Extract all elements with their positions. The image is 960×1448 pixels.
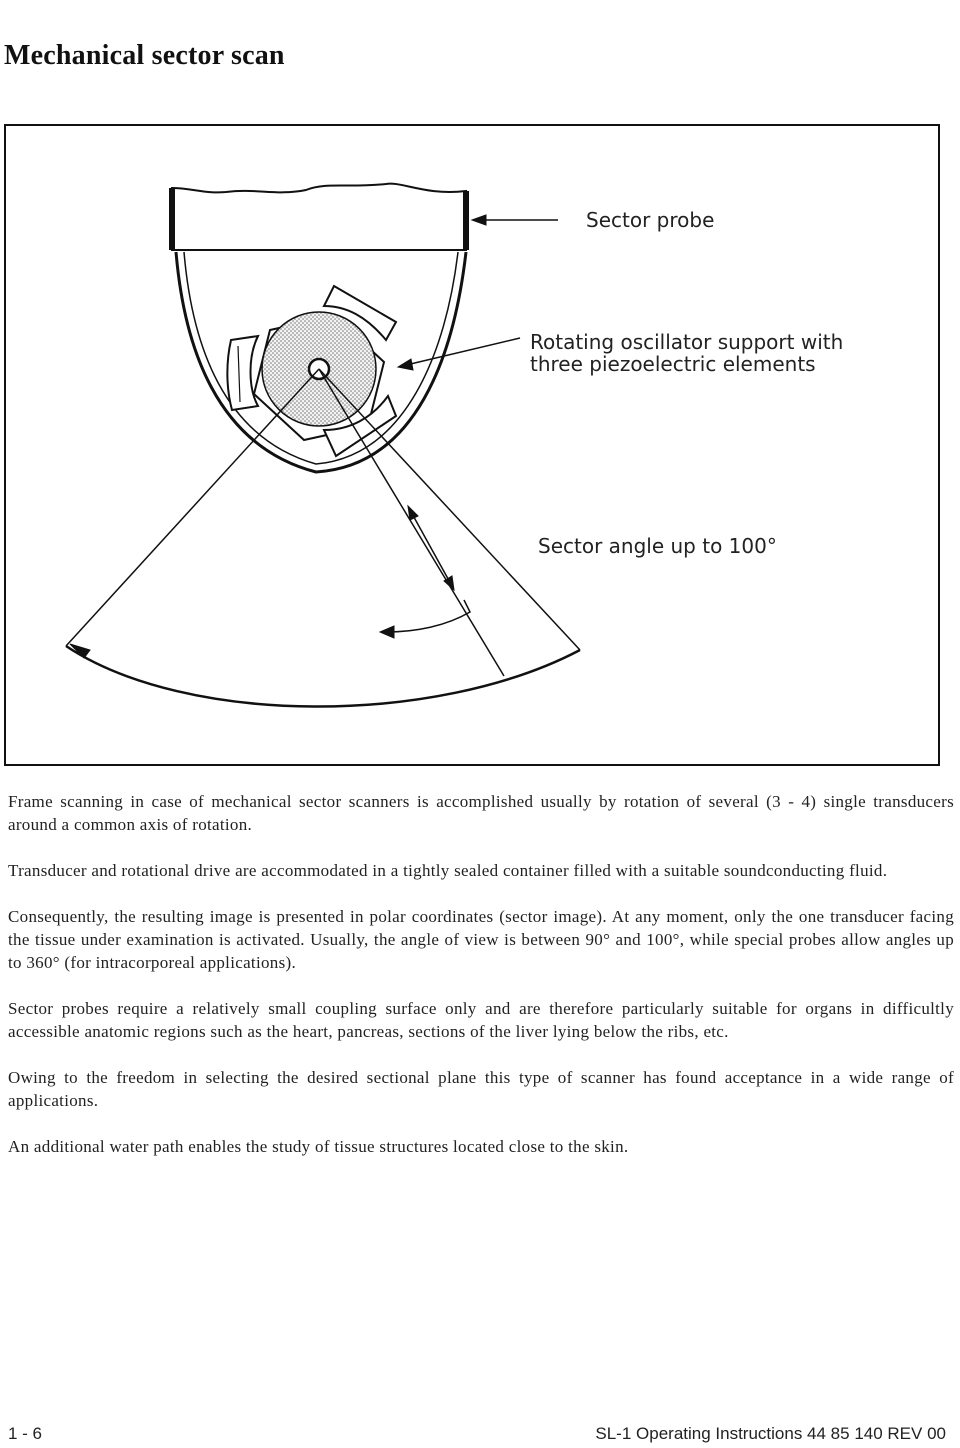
paragraph-coupling-surface: Sector probes require a relatively small coupling surface only and are therefore particularly suitable for organs in difficultly accessible anatomic regions such as the heart, pancreas, sections of the liver lying below the ribs, etc. [8, 999, 954, 1041]
body-text [8, 790, 954, 1181]
document-reference: SL-1 Operating Instructions 44 85 140 REV 00 [595, 1424, 946, 1443]
paragraph-frame-scanning: Frame scanning in case of mechanical sector scanners is accomplished usually by rotation of several (3 - 4) single transducers around a common axis of rotation. [8, 792, 954, 834]
rotating-support-label-line2: three piezoelectric elements [530, 352, 816, 376]
paragraph-transducer: Transducer and rotational drive are accommodated in a tightly sealed container filled with a suitable soundconducting fluid. [8, 861, 888, 880]
page-title: Mechanical sector scan [4, 40, 285, 71]
sector-diagram [6, 126, 942, 768]
paragraph-sectional-plane: Owing to the freedom in selecting the desired sectional plane this type of scanner has found acceptance in a wide range of applications. [8, 1068, 954, 1110]
sector-angle-label: Sector angle up to 100° [538, 534, 777, 558]
rotating-support-label-line1: Rotating oscillator support with [530, 330, 844, 354]
paragraph-water-path: An additional water path enables the study of tissue structures located close to the skin. [8, 1137, 629, 1156]
paragraph-polar-coordinates: Consequently, the resulting image is presented in polar coordinates (sector image). At any moment, only the one transducer facing the tissue under examination is activated. Usually, the angle of view is between 90° and 100°, while special probes allow angles up to 360° (for intracorporeal applications). [8, 907, 954, 972]
rotating-oscillator [227, 286, 396, 456]
page-number: 1 - 6 [8, 1424, 43, 1443]
sector-probe-figure [4, 124, 940, 766]
sector-probe-label: Sector probe [586, 208, 715, 232]
